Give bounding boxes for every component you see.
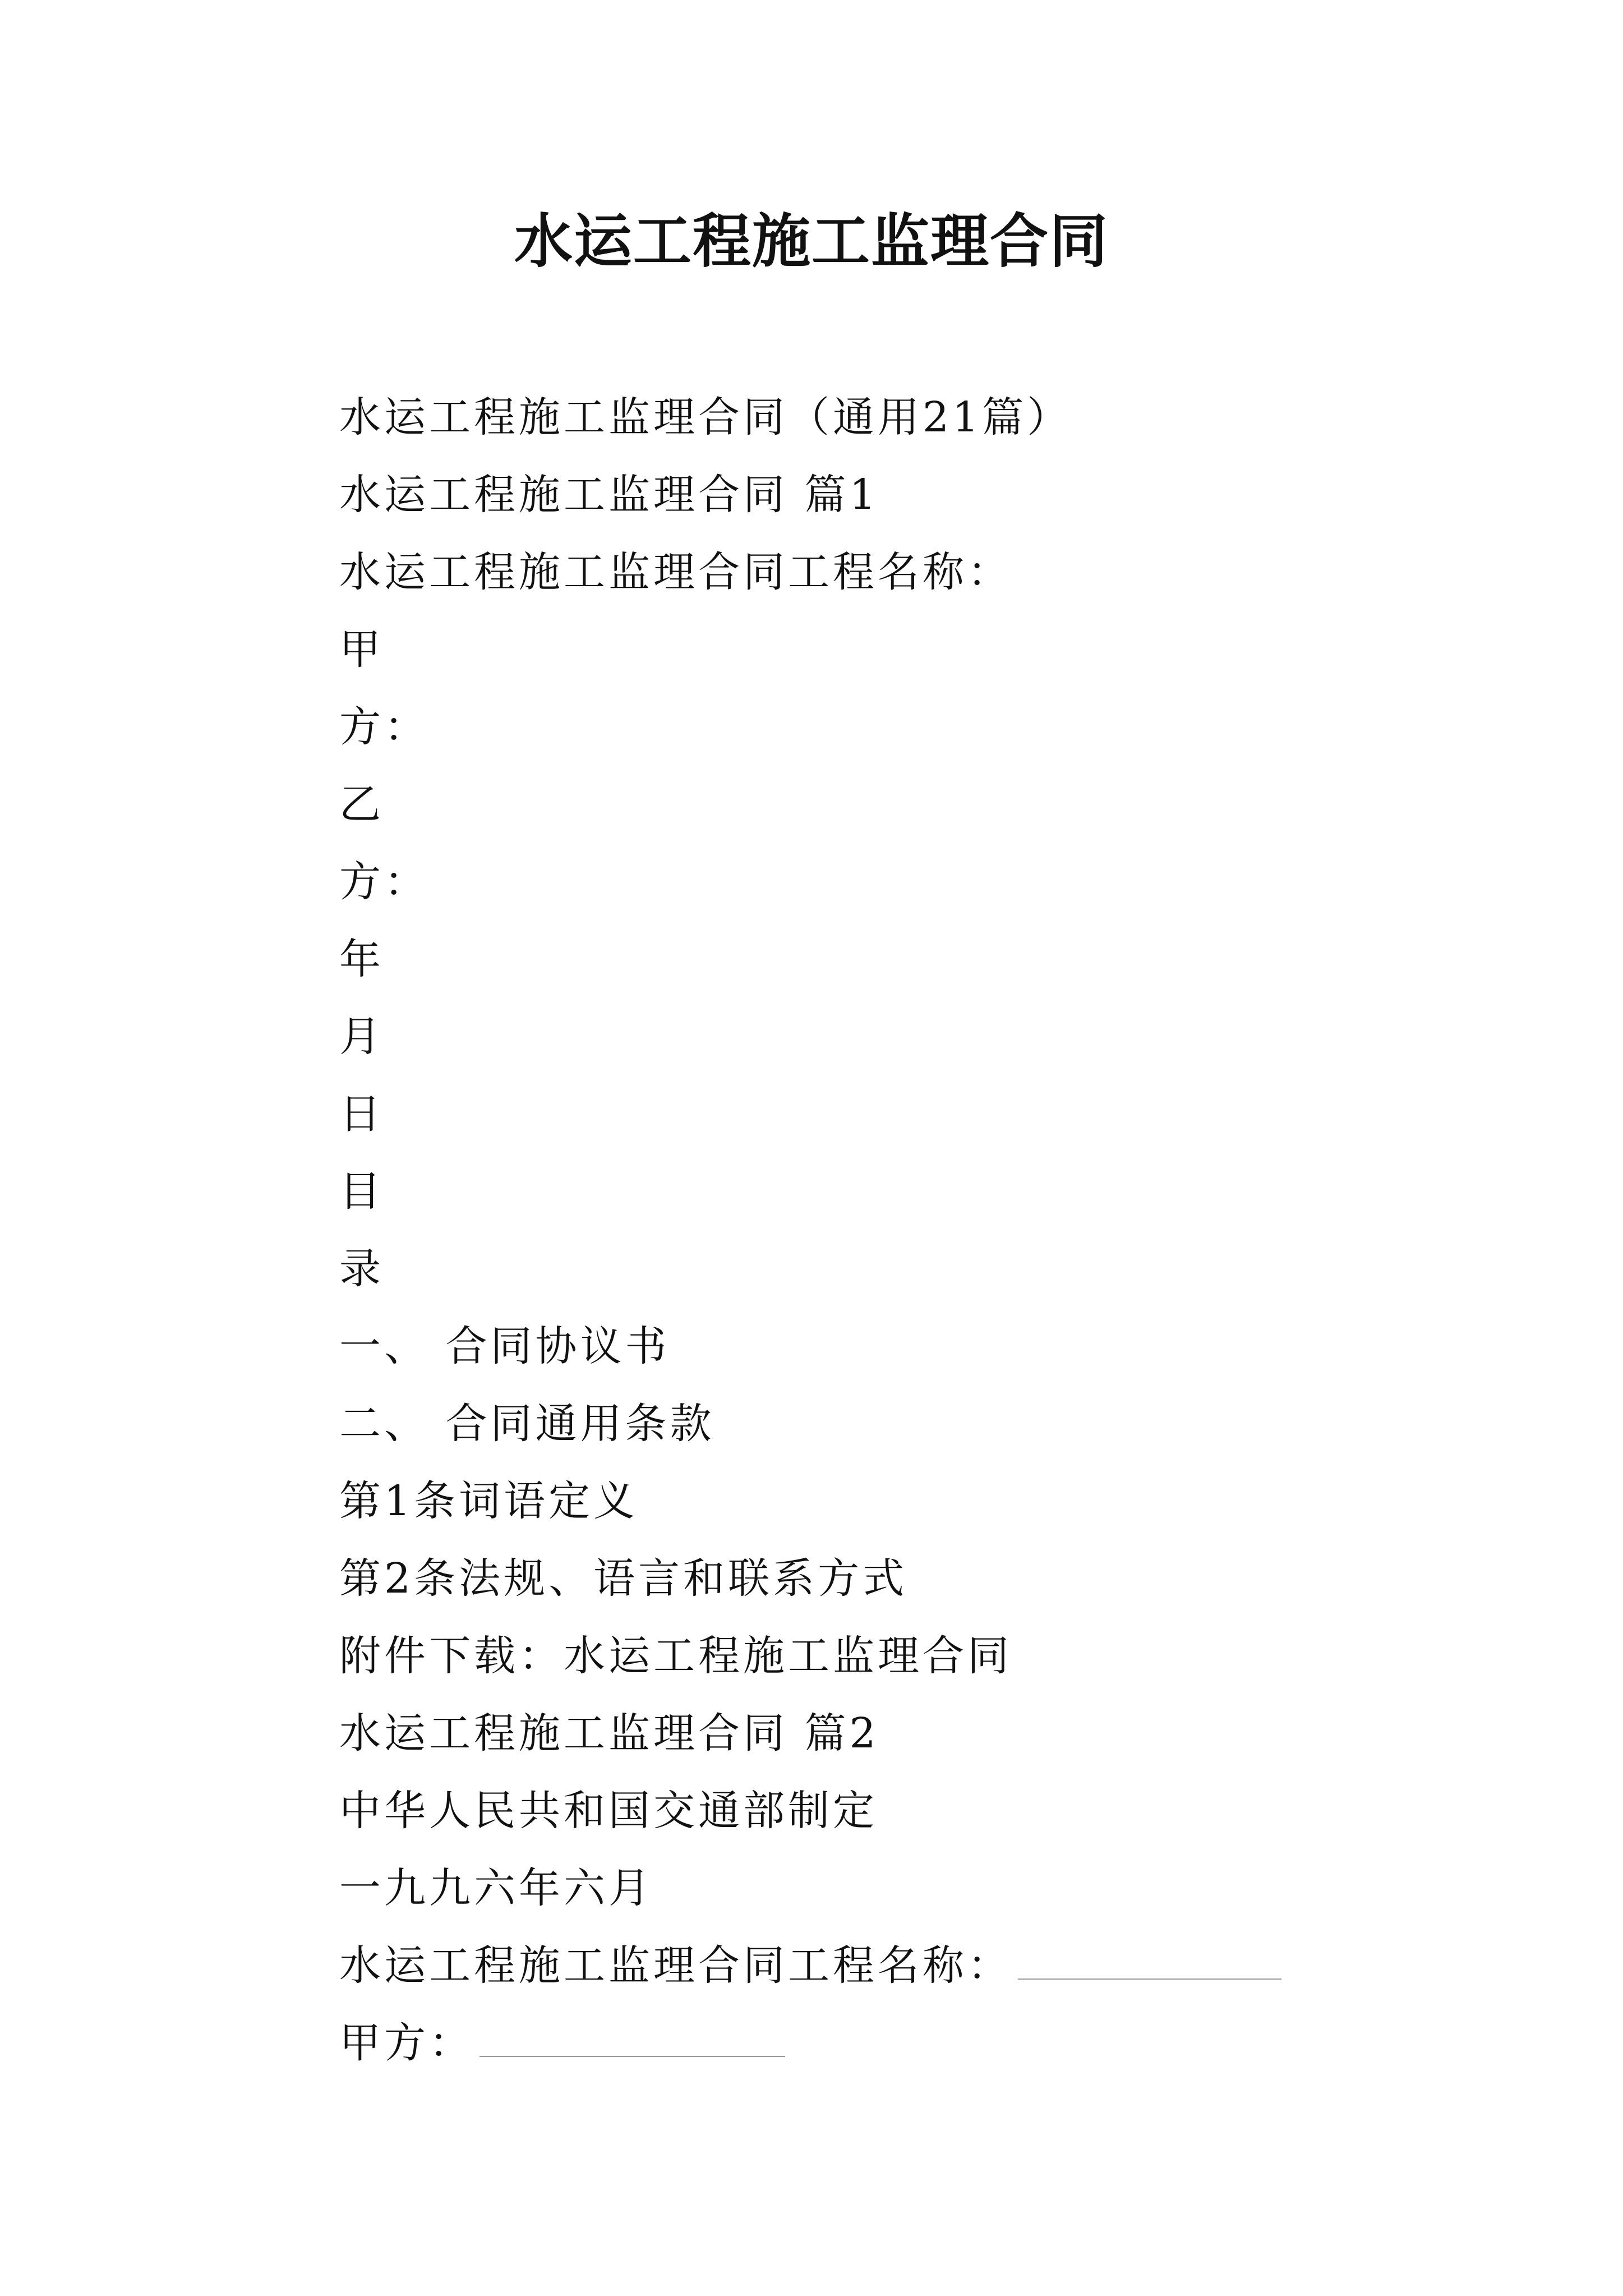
- text-line: 年: [339, 935, 384, 983]
- text-line: 中华人民共和国交通部制定: [339, 1787, 878, 1835]
- text-line: 录: [339, 1245, 384, 1293]
- text-line: 月: [339, 1013, 384, 1061]
- text-line: 附件下载：水运工程施工监理合同: [339, 1632, 1012, 1680]
- text-line: 一九九六年六月: [339, 1864, 653, 1912]
- project-name-blank: [1018, 1945, 1281, 1980]
- toc-item: 二、 合同通用条款: [339, 1400, 715, 1448]
- text-line: 水运工程施工监理合同 篇1: [339, 471, 879, 519]
- project-name-label: 水运工程施工监理合同工程名称：: [339, 1941, 1012, 1990]
- text-line: 甲: [339, 625, 384, 674]
- text-line: 方：: [339, 703, 429, 751]
- toc-subitem: 第2条法规、语言和联系方式: [339, 1554, 908, 1603]
- text-line: 水运工程施工监理合同（通用21篇）: [339, 393, 1072, 441]
- toc-subitem: 第1条词语定义: [339, 1477, 639, 1525]
- text-line: 方：: [339, 858, 429, 906]
- text-line: 水运工程施工监理合同 篇2: [339, 1709, 879, 1757]
- party-a-blank: [479, 2022, 785, 2057]
- page-title: 水运工程施工监理合同: [514, 206, 1109, 275]
- text-line: 日: [339, 1090, 384, 1138]
- document-body: [339, 379, 1489, 2082]
- party-a-label: 甲方：: [339, 2019, 474, 2067]
- toc-item: 一、 合同协议书: [339, 1322, 670, 1370]
- text-line: 乙: [339, 780, 384, 829]
- text-line: 水运工程施工监理合同工程名称：: [339, 548, 1012, 596]
- party-a-line: [339, 2004, 1489, 2082]
- text-line: 目: [339, 1167, 384, 1216]
- project-name-line: [339, 1927, 1489, 2004]
